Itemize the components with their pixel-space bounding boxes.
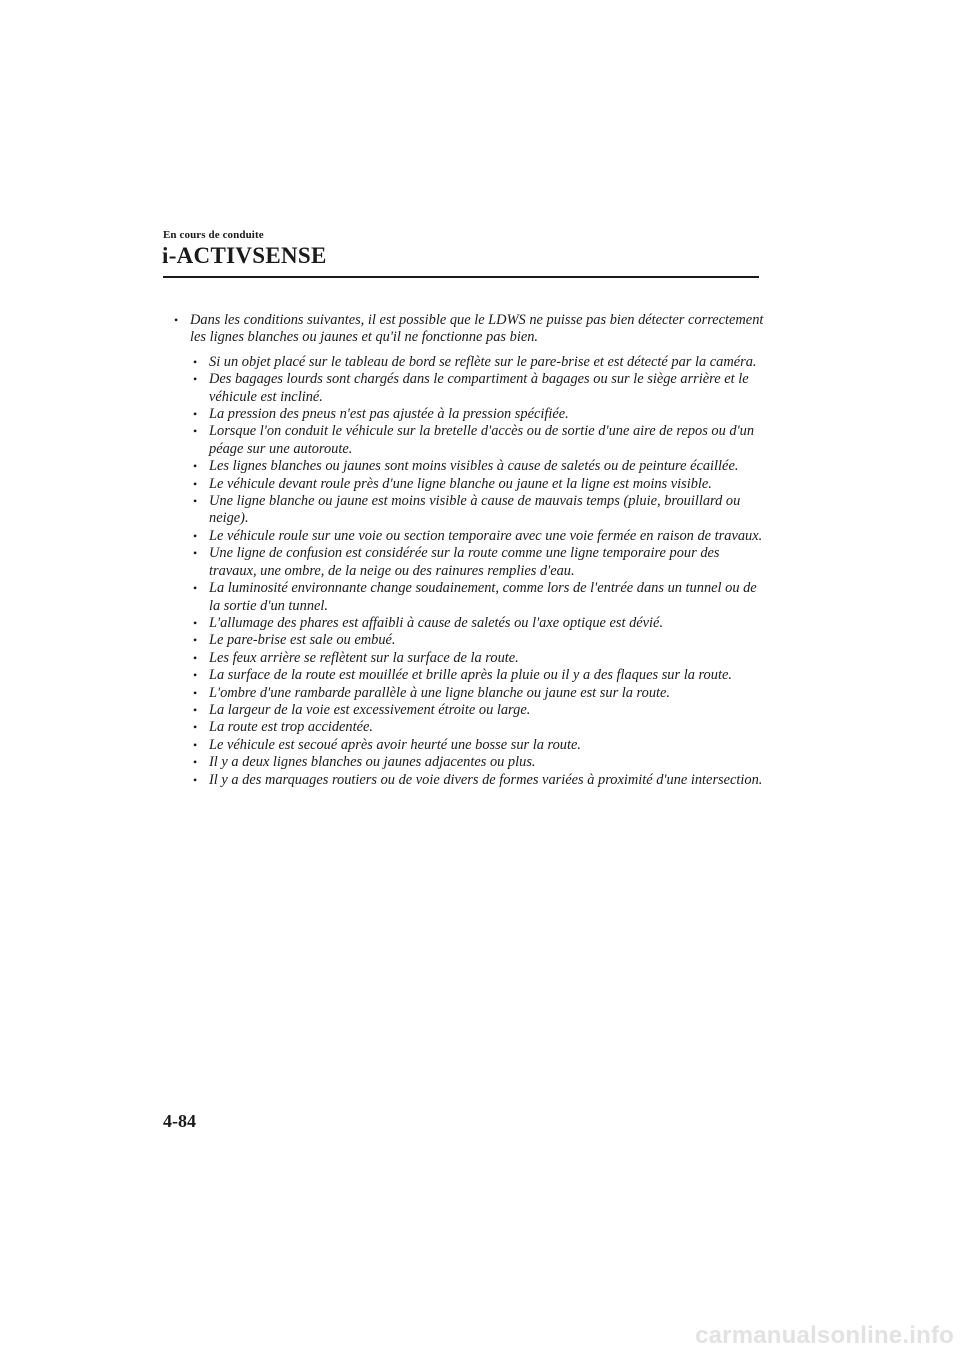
list-item: [174, 493, 764, 528]
list-item-text: L'ombre d'une rambarde parallèle à une ligne blanche ou jaune est sur la route.: [209, 684, 670, 701]
page-title: i-ACTIVSENSE: [162, 243, 327, 268]
bullet-icon: •: [193, 407, 198, 422]
list-item: [174, 615, 764, 632]
bullet-icon: •: [193, 476, 198, 491]
list-item-text: Une ligne blanche ou jaune est moins visible à cause de mauvais temps (pluie, brouillard ou neige).: [209, 493, 741, 527]
list-item-text: La largeur de la voie est excessivement étroite ou large.: [209, 701, 531, 718]
list-item-text: Les lignes blanches ou jaunes sont moins visibles à cause de saletés ou de peinture écaillée.: [209, 458, 739, 475]
bullet-icon: •: [193, 772, 198, 787]
list-item: [174, 685, 764, 702]
list-item: [174, 719, 764, 736]
list-item: [174, 632, 764, 649]
list-item-text: Si un objet placé sur le tableau de bord se reflète sur le pare-brise et est détecté par la caméra.: [209, 353, 757, 370]
bullet-icon: •: [193, 424, 198, 439]
bullet-icon: •: [193, 737, 198, 752]
list-item-text: Les feux arrière se reflètent sur la surface de la route.: [209, 649, 519, 666]
list-item: [174, 772, 764, 789]
list-item-text: Des bagages lourds sont chargés dans le compartiment à bagages ou sur le siège arrière et le véhicule est incliné.: [209, 371, 749, 405]
bullet-icon: •: [193, 650, 198, 665]
bullet-icon: •: [193, 354, 198, 369]
list-item: [174, 371, 764, 406]
main-bullet: [174, 312, 764, 347]
main-bullet-text: Dans les conditions suivantes, il est possible que le LDWS ne puisse pas bien détecter correctement les lignes blanches ou jaunes et qu'il ne fonctionne pas bien.: [190, 312, 764, 346]
bullet-icon: •: [193, 372, 198, 387]
list-item-text: La surface de la route est mouillée et brille après la pluie ou il y a des flaques sur la route.: [209, 667, 732, 684]
bullet-icon: •: [193, 546, 198, 561]
content-body: [174, 312, 764, 789]
bullet-icon: •: [193, 615, 198, 630]
list-item-text: Le véhicule est secoué après avoir heurté une bosse sur la route.: [209, 736, 581, 753]
list-item-text: Il y a deux lignes blanches ou jaunes adjacentes ou plus.: [209, 754, 536, 771]
bullet-icon: •: [193, 633, 198, 648]
page-number: 4-84: [163, 1111, 196, 1131]
bullet-icon: •: [193, 494, 198, 509]
bullet-icon: •: [193, 685, 198, 700]
bullet-icon: •: [193, 581, 198, 596]
list-item: [174, 423, 764, 458]
list-item-text: Le pare-brise est sale ou embué.: [209, 632, 396, 649]
list-item-text: La luminosité environnante change soudainement, comme lors de l'entrée dans un tunnel ou de la sortie d'un tunnel.: [209, 580, 757, 614]
list-item: [174, 406, 764, 423]
header-divider: [163, 276, 759, 278]
list-item-text: La pression des pneus n'est pas ajustée à la pression spécifiée.: [209, 406, 569, 423]
list-item-text: Une ligne de confusion est considérée sur la route comme une ligne temporaire pour des travaux, une ombre, de la neige ou des rainures remplies d'eau.: [209, 545, 720, 579]
list-item: [174, 580, 764, 615]
list-item: [174, 545, 764, 580]
list-item: [174, 737, 764, 754]
list-item-text: Lorsque l'on conduit le véhicule sur la bretelle d'accès ou de sortie d'une aire de repos ou d'un péage sur une autoroute.: [209, 423, 755, 457]
list-item: [174, 476, 764, 493]
list-item-text: La route est trop accidentée.: [209, 719, 373, 736]
list-item-text: Le véhicule devant roule près d'une ligne blanche ou jaune et la ligne est moins visible.: [209, 475, 712, 492]
list-item: [174, 754, 764, 771]
list-item-text: Il y a des marquages routiers ou de voie divers de formes variées à proximité d'une intersection.: [209, 771, 763, 788]
section-label: En cours de conduite: [163, 229, 264, 241]
bullet-icon: •: [193, 755, 198, 770]
bullet-icon: •: [193, 459, 198, 474]
bullet-icon: •: [193, 668, 198, 683]
bullet-icon: •: [193, 720, 198, 735]
list-item-text: Le véhicule roule sur une voie ou section temporaire avec une voie fermée en raison de travaux.: [209, 527, 763, 544]
list-item: [174, 354, 764, 371]
bullet-icon: •: [174, 313, 179, 327]
list-item: [174, 458, 764, 475]
list-item: [174, 528, 764, 545]
condition-list: [174, 354, 764, 789]
bullet-icon: •: [193, 702, 198, 717]
list-item: [174, 702, 764, 719]
list-item-text: L'allumage des phares est affaibli à cause de saletés ou l'axe optique est dévié.: [209, 614, 664, 631]
list-item: [174, 650, 764, 667]
list-item: [174, 667, 764, 684]
bullet-icon: •: [193, 528, 198, 543]
watermark: carmanualsonline.info: [695, 1322, 954, 1349]
